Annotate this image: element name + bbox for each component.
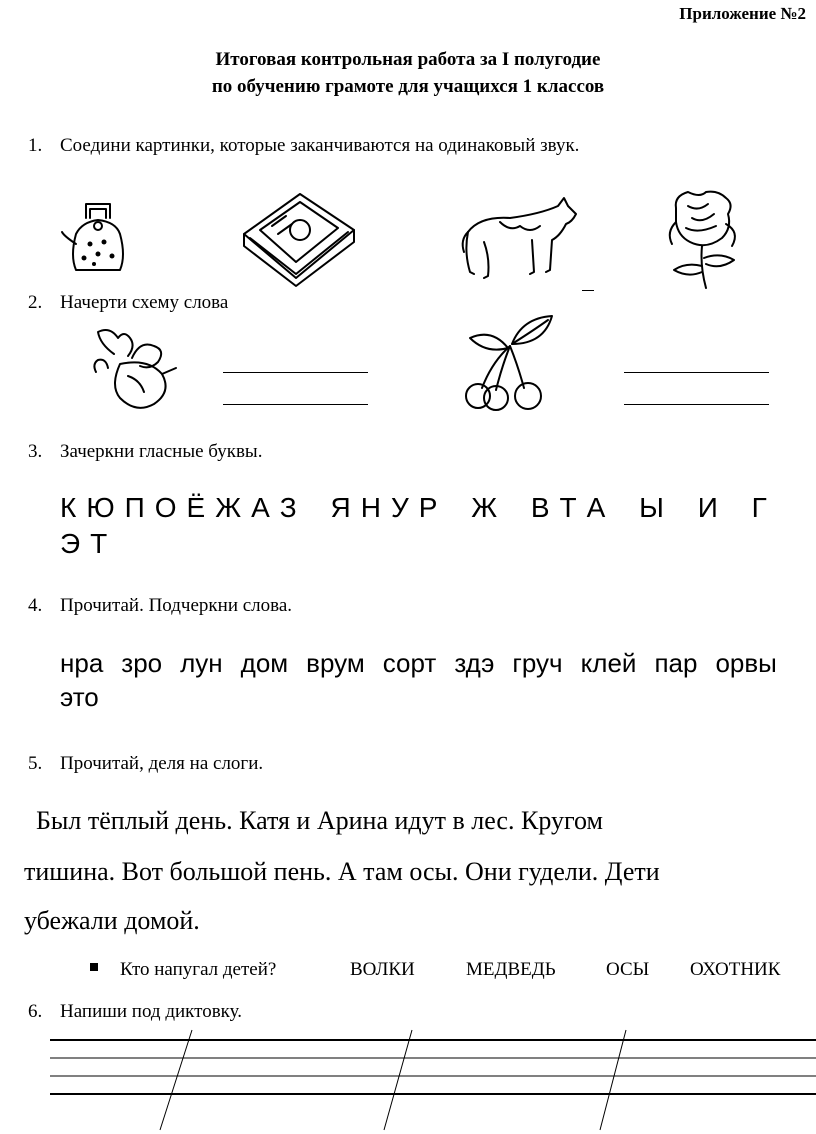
scheme-line-1b <box>223 404 368 405</box>
quiz-question: Кто напугал детей? <box>120 959 277 980</box>
letter[interactable]: В <box>530 492 552 523</box>
task-2-text: Начерти схему слова <box>60 292 229 313</box>
story-line-1: Был тёплый день. Катя и Арина идут в лес. Кругом <box>36 806 603 835</box>
letters-block <box>60 490 800 562</box>
task-2 <box>28 291 228 315</box>
letter[interactable]: Ы <box>639 492 666 523</box>
letter[interactable]: Н <box>360 492 383 523</box>
word[interactable]: орвы <box>715 648 777 678</box>
task-5-number: 5. <box>28 753 43 774</box>
task-4 <box>28 594 292 618</box>
words-line-1 <box>60 646 805 680</box>
title-line-2: по обучению грамоте для учащихся 1 классов <box>211 76 605 97</box>
bullet-marker <box>90 963 98 971</box>
letter[interactable]: Т <box>90 528 110 559</box>
scheme-line-1a <box>223 372 368 373</box>
task-3-number: 3. <box>28 441 43 462</box>
word[interactable]: груч <box>512 648 563 678</box>
letter[interactable]: З <box>279 492 299 523</box>
word[interactable]: дом <box>240 648 289 678</box>
letter[interactable]: И <box>697 492 720 523</box>
task-6-text: Напиши под диктовку. <box>60 1001 242 1022</box>
word[interactable]: лун <box>180 648 223 678</box>
letter[interactable]: Ж <box>471 492 500 523</box>
task-3-text: Зачеркни гласные буквы. <box>60 441 263 462</box>
writing-lines[interactable] <box>0 1030 816 1134</box>
letter[interactable]: О <box>154 492 179 523</box>
task-2-number: 2. <box>28 292 43 313</box>
letters-line-2 <box>60 526 800 562</box>
letter[interactable]: Ю <box>86 492 117 523</box>
letter[interactable]: Ё <box>186 492 208 523</box>
word[interactable]: нра <box>60 648 104 678</box>
letters-line-1 <box>60 490 800 526</box>
wolf-icon <box>460 192 582 280</box>
scheme-line-2b <box>624 404 769 405</box>
words-line-2 <box>60 680 805 714</box>
task-6 <box>28 1000 242 1024</box>
task-3 <box>28 440 262 464</box>
task-1-text: Соедини картинки, которые заканчиваются на одинаковый звук. <box>60 135 580 156</box>
letter[interactable]: К <box>60 492 79 523</box>
letter[interactable]: Т <box>559 492 579 523</box>
letter[interactable]: Я <box>330 492 353 523</box>
quiz-option-wasps[interactable]: ОСЫ <box>606 959 650 980</box>
word[interactable]: здэ <box>454 648 495 678</box>
small-dash <box>582 290 594 291</box>
task-4-number: 4. <box>28 595 43 616</box>
task-6-number: 6. <box>28 1001 43 1022</box>
quiz-option-bear[interactable]: МЕДВЕДЬ <box>466 959 556 980</box>
story-line-3: убежали домой. <box>24 906 200 935</box>
letter[interactable]: А <box>586 492 608 523</box>
appendix-label: Приложение №2 <box>679 4 806 23</box>
word[interactable]: врум <box>306 648 365 678</box>
quiz-option-wolves[interactable]: ВОЛКИ <box>350 959 415 980</box>
word[interactable]: зро <box>121 648 163 678</box>
scheme-line-2a <box>624 372 769 373</box>
story-line-2: тишина. Вот большой пень. А там осы. Они гудели. Дети <box>24 857 660 886</box>
words-block <box>60 646 805 714</box>
letter[interactable]: У <box>390 492 411 523</box>
word[interactable]: клей <box>580 648 637 678</box>
task-5 <box>28 752 263 776</box>
beet-icon <box>88 324 180 410</box>
letter[interactable]: Г <box>751 492 769 523</box>
word[interactable]: это <box>60 682 99 712</box>
letter[interactable]: Ж <box>215 492 244 523</box>
letter[interactable]: Р <box>418 492 440 523</box>
book-icon <box>238 190 360 286</box>
letter[interactable]: П <box>124 492 147 523</box>
kettle-icon <box>58 196 138 276</box>
task-4-text: Прочитай. Подчеркни слова. <box>60 595 293 616</box>
task-1 <box>28 134 579 158</box>
rose-icon <box>662 188 746 292</box>
quiz-option-hunter[interactable]: ОХОТНИК <box>690 959 781 980</box>
letter[interactable]: А <box>251 492 272 523</box>
title-line-1: Итоговая контрольная работа за I полугодие <box>215 49 601 70</box>
word[interactable]: пар <box>654 648 698 678</box>
task-5-text: Прочитай, деля на слоги. <box>60 753 264 774</box>
letter[interactable]: Э <box>60 528 83 559</box>
cherry-icon <box>462 314 558 412</box>
word[interactable]: сорт <box>382 648 437 678</box>
task-1-number: 1. <box>28 135 43 156</box>
